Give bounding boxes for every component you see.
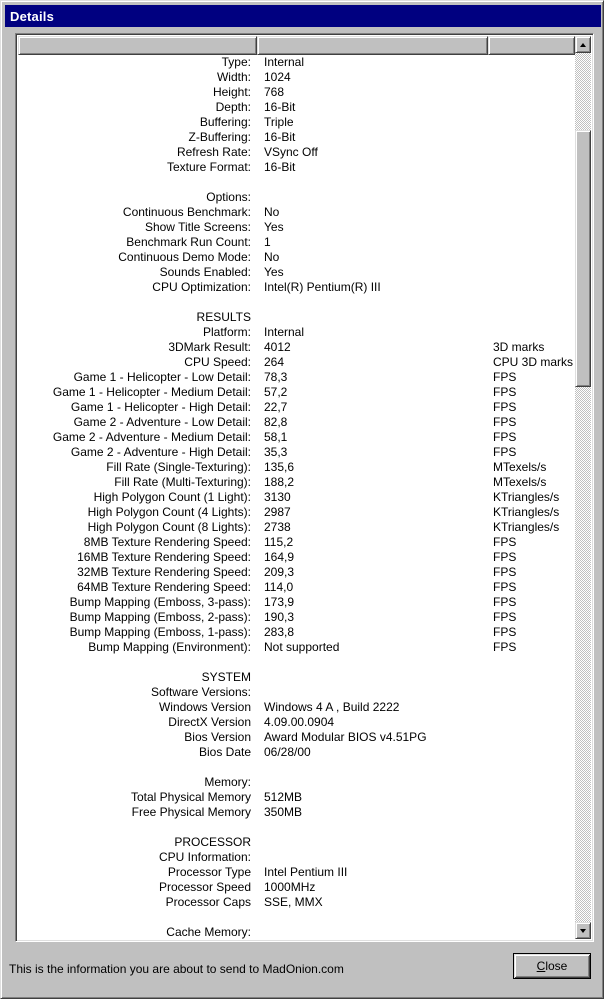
row-label: High Polygon Count (8 Lights): [87, 520, 251, 534]
list-row[interactable] [18, 340, 575, 355]
row-value: 2987 [264, 505, 291, 519]
list-row[interactable] [18, 310, 575, 325]
row-label: Show Title Screens: [144, 220, 251, 234]
list-row[interactable] [18, 145, 575, 160]
row-unit: 3D marks [493, 340, 545, 354]
list-row[interactable] [18, 730, 575, 745]
row-value: 768 [264, 85, 285, 99]
row-label: Bios Version [184, 730, 251, 744]
row-label: Bump Mapping (Emboss, 3-pass): [69, 595, 251, 609]
list-row[interactable] [18, 295, 575, 310]
row-value: VSync Off [264, 145, 318, 159]
row-unit [488, 730, 575, 745]
row-value: 82,8 [264, 415, 288, 429]
row-value: 135,6 [264, 460, 295, 474]
row-label: Software Versions: [150, 685, 251, 699]
row-label: Fill Rate (Multi-Texturing): [114, 475, 251, 489]
row-unit [488, 145, 575, 160]
scrollbar-track[interactable] [575, 53, 591, 922]
row-unit [488, 820, 575, 835]
list-row[interactable] [18, 820, 575, 835]
row-unit [488, 925, 575, 939]
row-unit [488, 280, 575, 295]
list-row[interactable] [18, 535, 575, 550]
list-row[interactable] [18, 160, 575, 175]
listview-header [18, 36, 575, 55]
scroll-down-button[interactable] [575, 922, 591, 939]
row-value: 190,3 [264, 610, 295, 624]
row-unit [488, 895, 575, 910]
list-row[interactable] [18, 835, 575, 850]
row-label: Total Physical Memory [130, 790, 251, 804]
list-row[interactable] [18, 775, 575, 790]
list-row[interactable] [18, 190, 575, 205]
row-value: 57,2 [264, 385, 288, 399]
row-unit: MTexels/s [493, 460, 547, 474]
row-label: Width: [216, 70, 251, 84]
row-label: Buffering: [199, 115, 251, 129]
row-value: 35,3 [264, 445, 288, 459]
row-unit: CPU 3D marks [493, 355, 574, 369]
row-unit [488, 55, 575, 70]
row-value: Intel Pentium III [264, 865, 348, 879]
row-label: Fill Rate (Single-Texturing): [106, 460, 251, 474]
row-value: Yes [264, 220, 284, 234]
row-value: 164,9 [264, 550, 295, 564]
list-row[interactable] [18, 715, 575, 730]
row-value [257, 310, 488, 325]
row-label: Game 1 - Helicopter - Medium Detail: [52, 385, 251, 399]
row-label: Bios Date [198, 745, 251, 759]
list-row[interactable] [18, 205, 575, 220]
row-unit: FPS [493, 385, 517, 399]
row-label: Type: [221, 55, 251, 69]
list-row[interactable] [18, 655, 575, 670]
row-label: PROCESSOR [174, 835, 251, 849]
row-label: Game 2 - Adventure - Low Detail: [73, 415, 251, 429]
row-unit: FPS [493, 610, 517, 624]
row-label: CPU Optimization: [152, 280, 251, 294]
list-row[interactable] [18, 790, 575, 805]
row-value [257, 925, 488, 939]
row-label [18, 655, 257, 670]
row-value: 16-Bit [264, 100, 296, 114]
list-row[interactable] [18, 325, 575, 340]
row-value [257, 910, 488, 925]
row-label: Sounds Enabled: [159, 265, 251, 279]
list-row[interactable] [18, 250, 575, 265]
list-row[interactable] [18, 880, 575, 895]
row-value: 1024 [264, 70, 291, 84]
row-unit: FPS [493, 550, 517, 564]
list-row[interactable] [18, 520, 575, 535]
row-unit: FPS [493, 535, 517, 549]
row-unit [488, 205, 575, 220]
row-label [18, 760, 257, 775]
list-row[interactable] [18, 370, 575, 385]
list-row[interactable] [18, 565, 575, 580]
row-label: Depth: [215, 100, 251, 114]
row-label: 32MB Texture Rendering Speed: [77, 565, 251, 579]
row-unit [488, 880, 575, 895]
row-value: Award Modular BIOS v4.51PG [264, 730, 427, 744]
list-row[interactable] [18, 235, 575, 250]
row-label: High Polygon Count (4 Lights): [87, 505, 251, 519]
row-label: RESULTS [196, 310, 251, 324]
row-value: Internal [264, 55, 305, 69]
row-value: Triple [264, 115, 294, 129]
row-value [257, 760, 488, 775]
close-button[interactable] [513, 953, 591, 979]
row-value: No [264, 250, 280, 264]
list-row[interactable] [18, 580, 575, 595]
row-label: Z-Buffering: [188, 130, 251, 144]
row-unit [488, 655, 575, 670]
list-row[interactable] [18, 280, 575, 295]
list-row[interactable] [18, 895, 575, 910]
row-unit [488, 775, 575, 790]
list-row[interactable] [18, 850, 575, 865]
list-row[interactable] [18, 700, 575, 715]
row-value: SSE, MMX [264, 895, 323, 909]
row-value: 4.09.00.0904 [264, 715, 335, 729]
row-label: High Polygon Count (1 Light): [93, 490, 251, 504]
list-row[interactable] [18, 925, 575, 939]
row-value: 3130 [264, 490, 291, 504]
row-label: Game 2 - Adventure - Medium Detail: [52, 430, 251, 444]
row-unit: FPS [493, 445, 517, 459]
list-row[interactable] [18, 910, 575, 925]
row-unit: FPS [493, 400, 517, 414]
list-row[interactable] [18, 355, 575, 370]
row-unit: FPS [493, 640, 517, 654]
row-value: 209,3 [264, 565, 295, 579]
status-message: This is the information you are about to send to MadOnion.com [9, 962, 344, 976]
row-unit [488, 715, 575, 730]
row-unit [488, 175, 575, 190]
row-value [257, 670, 488, 685]
row-unit [488, 100, 575, 115]
row-value [257, 850, 488, 865]
list-row[interactable] [18, 220, 575, 235]
list-row[interactable] [18, 460, 575, 475]
row-unit [488, 160, 575, 175]
row-unit: FPS [493, 370, 517, 384]
list-row[interactable] [18, 55, 575, 70]
row-value: 115,2 [264, 535, 294, 549]
row-unit [488, 310, 575, 325]
row-label: Bump Mapping (Environment): [88, 640, 251, 654]
row-label: SYSTEM [201, 670, 251, 684]
list-row[interactable] [18, 805, 575, 820]
list-row[interactable] [18, 400, 575, 415]
row-unit: FPS [493, 595, 517, 609]
row-unit [488, 115, 575, 130]
row-label: Texture Format: [166, 160, 251, 174]
row-value: 350MB [264, 805, 303, 819]
row-unit [488, 220, 575, 235]
row-unit [488, 235, 575, 250]
row-value: Internal [264, 325, 305, 339]
scroll-up-button[interactable] [575, 36, 591, 53]
row-value: 173,9 [264, 595, 295, 609]
row-unit: FPS [493, 565, 517, 579]
row-value: 58,1 [264, 430, 288, 444]
row-unit [488, 85, 575, 100]
row-value: 2738 [264, 520, 291, 534]
row-label: 64MB Texture Rendering Speed: [77, 580, 251, 594]
row-value: Windows 4 A , Build 2222 [264, 700, 400, 714]
list-row[interactable] [18, 175, 575, 190]
row-unit [488, 760, 575, 775]
row-unit: MTexels/s [493, 475, 547, 489]
row-value: Intel(R) Pentium(R) III [264, 280, 381, 294]
column-header-values[interactable] [257, 36, 488, 55]
row-label: Bump Mapping (Emboss, 1-pass): [69, 625, 251, 639]
row-label: Processor Caps [165, 895, 251, 909]
list-row[interactable] [18, 130, 575, 145]
list-row[interactable] [18, 625, 575, 640]
row-unit [488, 850, 575, 865]
row-unit: KTriangles/s [493, 505, 560, 519]
row-unit [488, 790, 575, 805]
row-value: 512MB [264, 790, 303, 804]
row-value [257, 835, 488, 850]
list-row[interactable] [18, 85, 575, 100]
row-unit [488, 70, 575, 85]
row-value: 78,3 [264, 370, 288, 384]
row-label: Processor Type [167, 865, 251, 879]
row-label [18, 820, 257, 835]
list-rows [18, 55, 575, 939]
list-row[interactable] [18, 760, 575, 775]
list-row[interactable] [18, 265, 575, 280]
row-value: 188,2 [264, 475, 295, 489]
row-label: Platform: [202, 325, 251, 339]
row-unit [488, 700, 575, 715]
list-row[interactable] [18, 490, 575, 505]
row-unit [488, 265, 575, 280]
row-label: Game 2 - Adventure - High Detail: [70, 445, 251, 459]
row-value: 114,0 [264, 580, 294, 594]
row-label: Cache Memory: [166, 925, 251, 939]
listview-content [18, 36, 575, 939]
row-unit [488, 685, 575, 700]
column-header-units[interactable] [488, 36, 575, 55]
row-unit: FPS [493, 415, 517, 429]
row-unit [488, 295, 575, 310]
row-label: Free Physical Memory [131, 805, 251, 819]
row-value: 264 [264, 355, 285, 369]
row-unit [488, 190, 575, 205]
list-row[interactable] [18, 505, 575, 520]
list-row[interactable] [18, 745, 575, 760]
row-label: Bump Mapping (Emboss, 2-pass): [69, 610, 251, 624]
row-unit [488, 835, 575, 850]
list-row[interactable] [18, 70, 575, 85]
row-unit: FPS [493, 580, 517, 594]
row-label: Benchmark Run Count: [126, 235, 251, 249]
row-unit: KTriangles/s [493, 490, 560, 504]
list-row[interactable] [18, 865, 575, 880]
list-row[interactable] [18, 550, 575, 565]
list-row[interactable] [18, 475, 575, 490]
row-value: Yes [264, 265, 284, 279]
row-value: 16-Bit [264, 130, 296, 144]
scroll-down-icon [580, 929, 586, 933]
row-value [257, 685, 488, 700]
row-label: Continuous Demo Mode: [118, 250, 251, 264]
row-label [18, 295, 257, 310]
window-title: Details [10, 8, 55, 24]
row-unit [488, 130, 575, 145]
details-listview [15, 33, 594, 942]
row-value: 16-Bit [264, 160, 296, 174]
scrollbar-thumb[interactable] [575, 130, 591, 387]
row-label: Options: [206, 190, 251, 204]
row-unit: KTriangles/s [493, 520, 560, 534]
row-value: 1000MHz [264, 880, 316, 894]
row-label: 3DMark Result: [168, 340, 251, 354]
list-row[interactable] [18, 100, 575, 115]
row-label: Memory: [204, 775, 251, 789]
row-label: DirectX Version [168, 715, 251, 729]
row-value: 06/28/00 [264, 745, 311, 759]
list-row[interactable] [18, 430, 575, 445]
row-label: Windows Version [158, 700, 251, 714]
list-row[interactable] [18, 670, 575, 685]
row-label: CPU Information: [158, 850, 251, 864]
row-unit: FPS [493, 430, 517, 444]
row-unit [488, 805, 575, 820]
list-row[interactable] [18, 445, 575, 460]
list-row[interactable] [18, 385, 575, 400]
vertical-scrollbar [575, 36, 591, 939]
list-row[interactable] [18, 640, 575, 655]
scroll-up-icon [580, 43, 586, 47]
row-label: 8MB Texture Rendering Speed: [83, 535, 251, 549]
row-label: Game 1 - Helicopter - High Detail: [70, 400, 251, 414]
list-row[interactable] [18, 610, 575, 625]
row-unit [488, 325, 575, 340]
row-value: 283,8 [264, 625, 295, 639]
row-value [257, 295, 488, 310]
row-value [257, 175, 488, 190]
row-value [257, 655, 488, 670]
row-label: 16MB Texture Rendering Speed: [77, 550, 251, 564]
row-unit [488, 865, 575, 880]
row-label: Refresh Rate: [176, 145, 251, 159]
row-label: Height: [212, 85, 251, 99]
row-label [18, 910, 257, 925]
row-unit [488, 250, 575, 265]
row-unit [488, 670, 575, 685]
row-value [257, 820, 488, 835]
row-label: Continuous Benchmark: [122, 205, 251, 219]
row-label: CPU Speed: [184, 355, 251, 369]
list-row[interactable] [18, 415, 575, 430]
close-button-label: Close [536, 959, 568, 973]
row-value: Not supported [264, 640, 340, 654]
row-value [257, 190, 488, 205]
row-label [18, 175, 257, 190]
row-unit [488, 910, 575, 925]
title-bar[interactable] [5, 5, 601, 27]
list-row[interactable] [18, 685, 575, 700]
row-unit [488, 745, 575, 760]
row-value: 22,7 [264, 400, 288, 414]
row-value: 4012 [264, 340, 291, 354]
list-row[interactable] [18, 595, 575, 610]
row-value: 1 [264, 235, 271, 249]
row-unit: FPS [493, 625, 517, 639]
list-row[interactable] [18, 115, 575, 130]
row-value: No [264, 205, 280, 219]
column-header-labels[interactable] [18, 36, 257, 55]
row-value [257, 775, 488, 790]
row-label: Processor Speed [158, 880, 251, 894]
row-label: Game 1 - Helicopter - Low Detail: [73, 370, 251, 384]
